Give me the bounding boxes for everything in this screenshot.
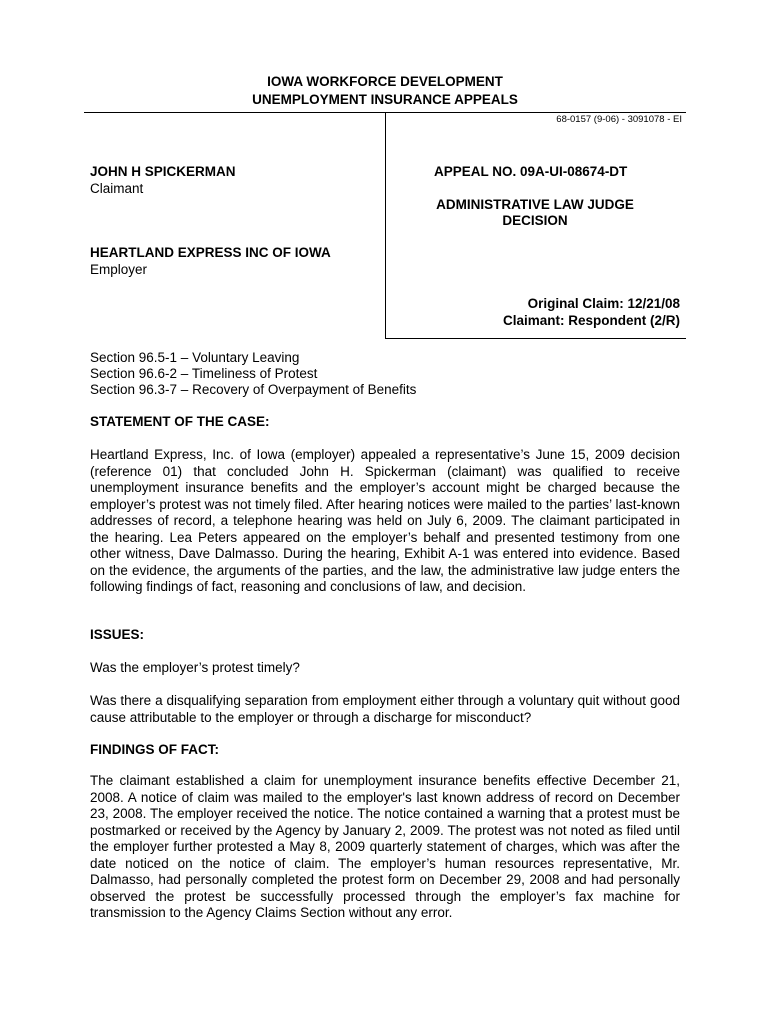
claimant-role: Claimant: [90, 181, 144, 196]
caption-bottom-rule: [385, 338, 686, 339]
claimant-status: Claimant: Respondent (2/R): [502, 313, 680, 328]
issue-question-1: Was the employer’s protest timely?: [90, 660, 300, 675]
issue-question-2: Was there a disqualifying separation from employment either through a voluntary quit without good cause attributable to the employer or through a discharge for misconduct?: [90, 693, 680, 725]
statement-heading: STATEMENT OF THE CASE:: [90, 414, 270, 429]
code-section-3: Section 96.3-7 – Recovery of Overpayment of Benefits: [90, 382, 417, 397]
code-section-2: Section 96.6-2 – Timeliness of Protest: [90, 366, 318, 381]
decision-title-line2: DECISION: [502, 213, 568, 228]
agency-title: IOWA WORKFORCE DEVELOPMENT: [267, 74, 503, 89]
claimant-name: JOHN H SPICKERMAN: [90, 164, 236, 179]
statement-text: Heartland Express, Inc. of Iowa (employer) appealed a representative’s June 15, 2009 decision (reference 01) that concluded John H. Spickerman (claimant) was qualified to receive unemployment insurance benefits and the employer’s account might be charged because the employer’s protest was not timely filed. After hearing notices were mailed to the parties’ last-known addresses of record, a telephone hearing was held on July 6, 2009. The claimant participated in the hearing. Lea Peters appeared on the employer’s behalf and presented testimony from one other witness, Dave Dalmasso. During the hearing, Exhibit A-1 was entered into evidence. Based on the evidence, the arguments of the parties, and the law, the administrative law judge enters the following findings of fact, reasoning and conclusions of law, and decision.: [90, 447, 680, 594]
findings-heading: FINDINGS OF FACT:: [90, 742, 219, 757]
caption-divider: [385, 112, 386, 338]
original-claim-date: Original Claim: 12/21/08: [527, 296, 680, 311]
appeal-number: APPEAL NO. 09A-UI-08674-DT: [434, 164, 628, 179]
employer-name: HEARTLAND EXPRESS INC OF IOWA: [90, 245, 331, 260]
decision-title-line1: ADMINISTRATIVE LAW JUDGE: [436, 197, 634, 212]
issues-heading: ISSUES:: [90, 627, 145, 642]
employer-role: Employer: [90, 262, 148, 277]
code-section-1: Section 96.5-1 – Voluntary Leaving: [90, 350, 300, 365]
findings-text: The claimant established a claim for unemployment insurance benefits effective December 21, 2008. A notice of claim was mailed to the employer's last known address of record on December 23, 2008. The employer received the notice. The notice contained a warning that a protest must be postmarked or received by the Agency by January 2, 2009. The protest was not noted as filed until the employer further protested a May 8, 2009 quarterly statement of charges, which was after the date noticed on the notice of claim. The employer’s human resources representative, Mr. Dalmasso, had personally completed the protest form on December 29, 2008 and had personally observed the protest be successfully processed through the employer’s fax machine for transmission to the Agency Claims Section without any error.: [90, 773, 680, 920]
division-title: UNEMPLOYMENT INSURANCE APPEALS: [252, 92, 518, 107]
form-number: 68-0157 (9-06) - 3091078 - EI: [556, 114, 682, 125]
